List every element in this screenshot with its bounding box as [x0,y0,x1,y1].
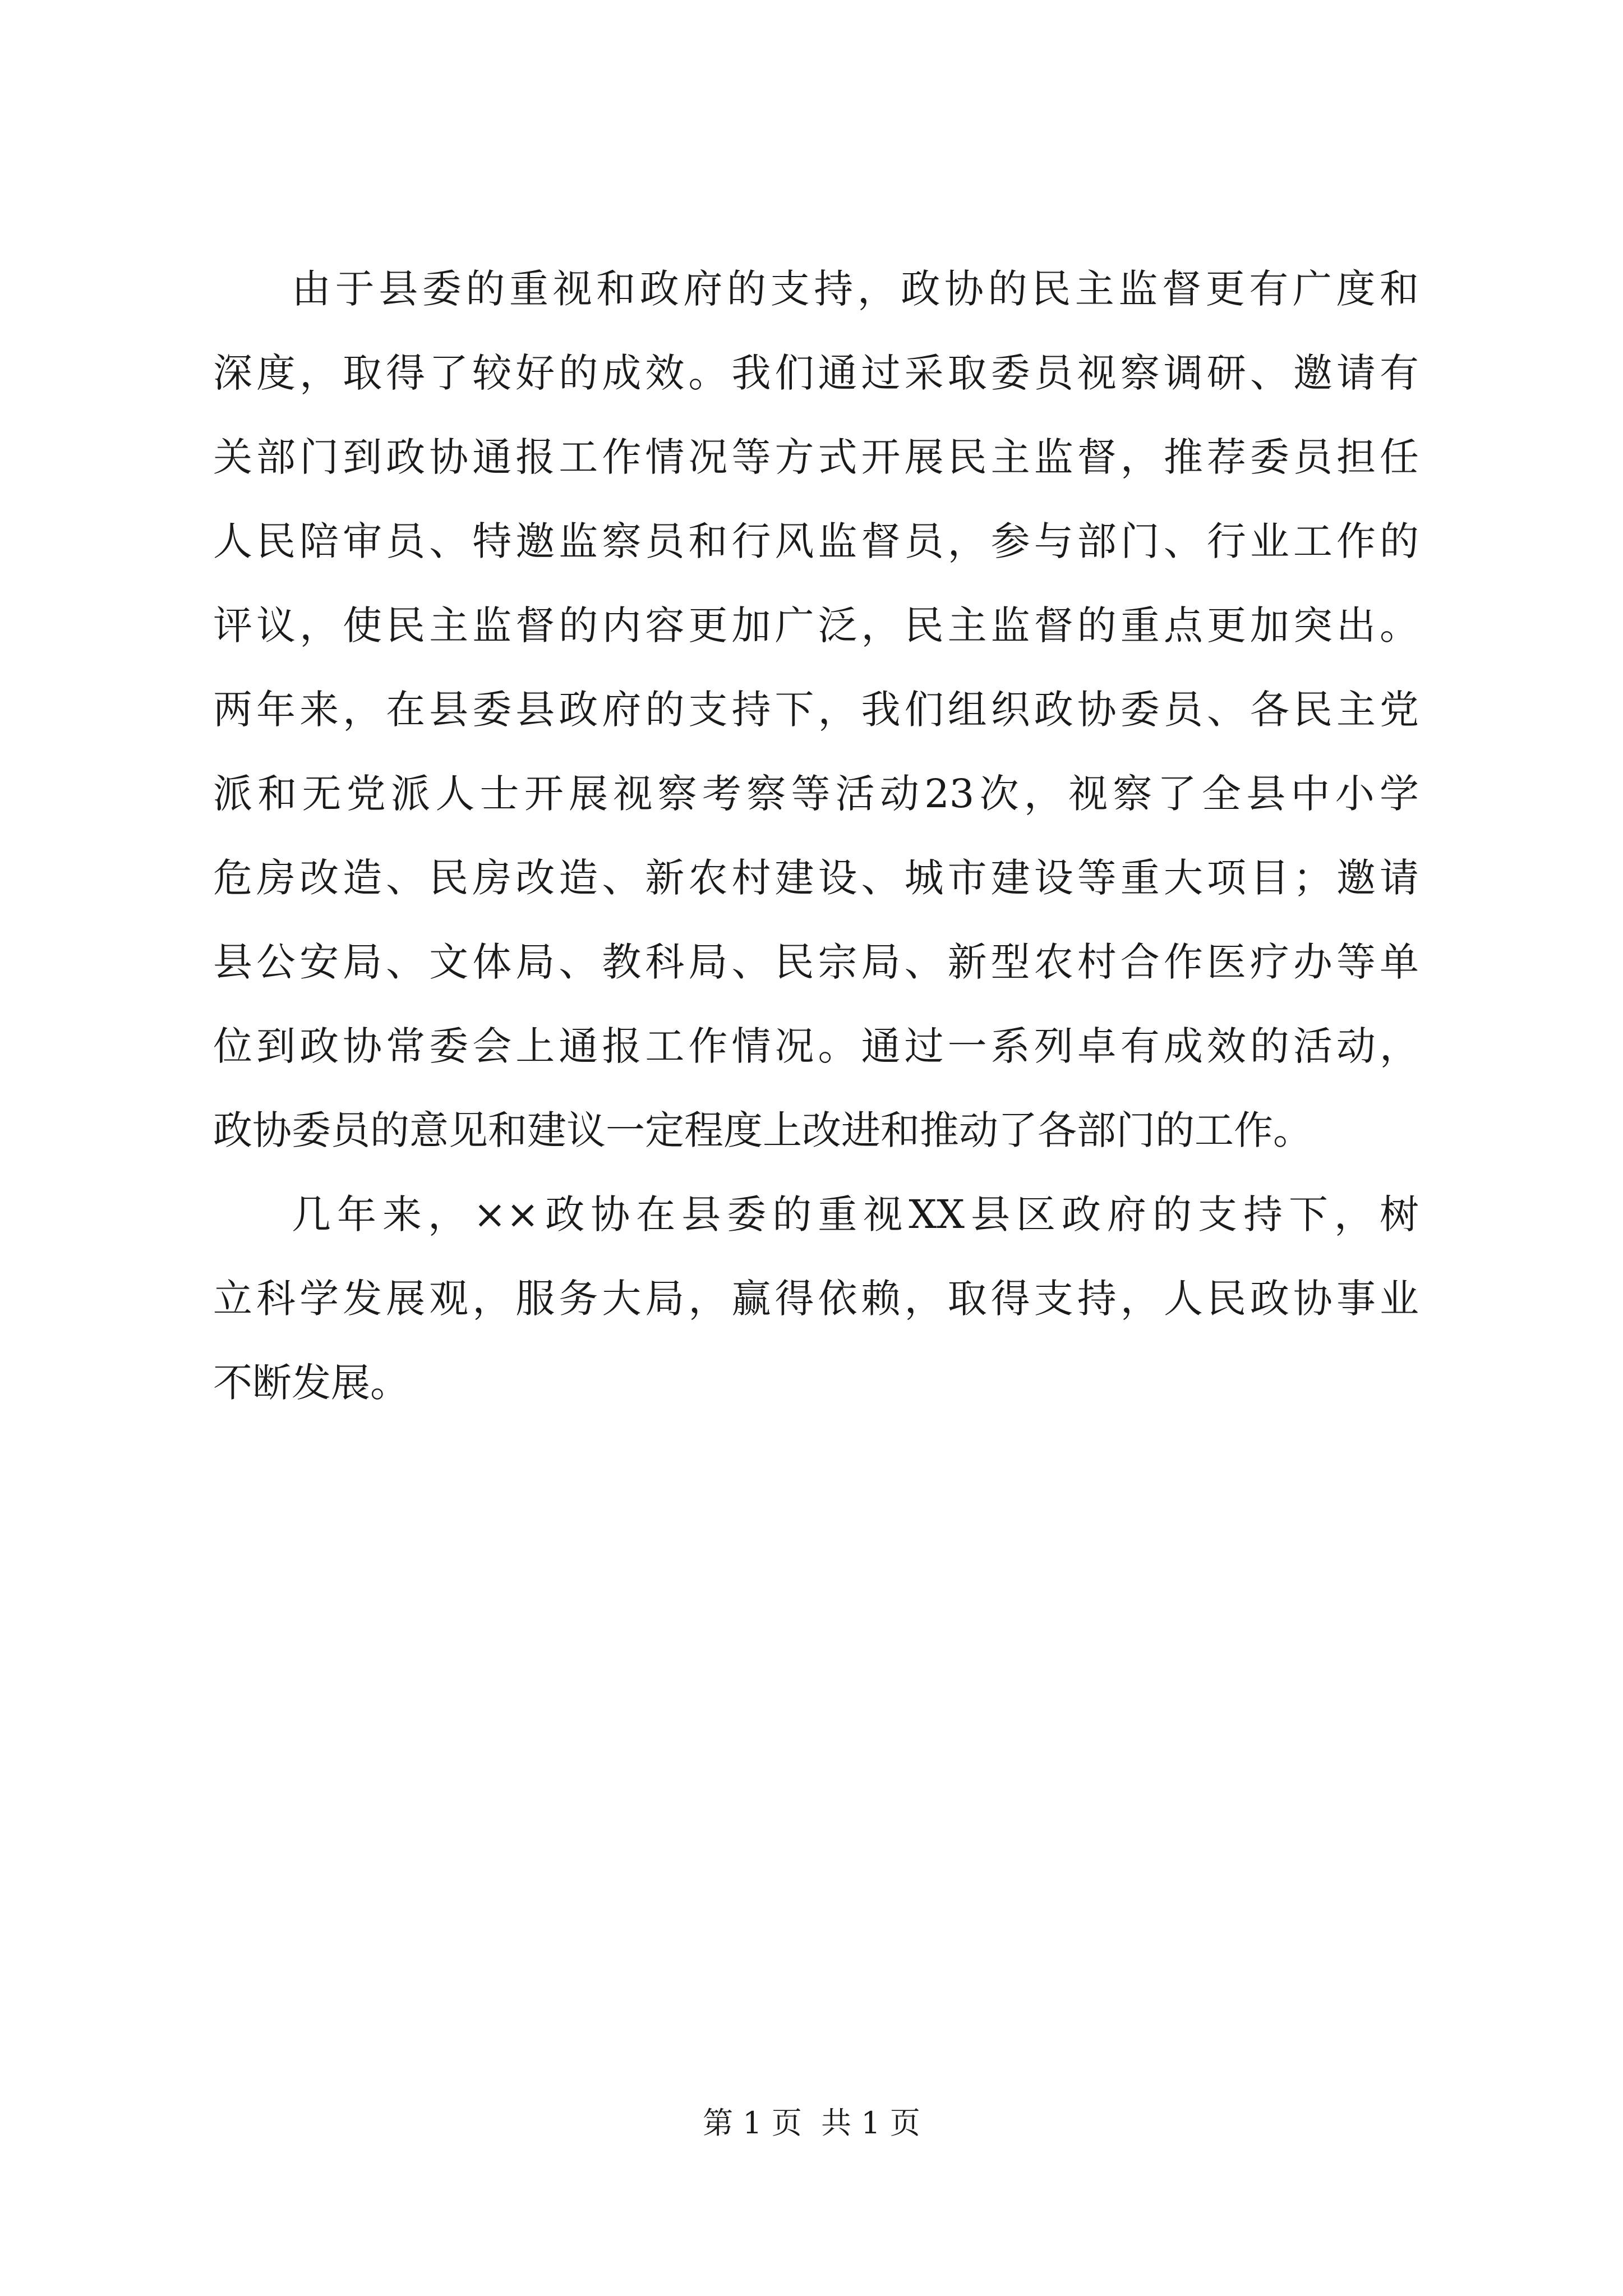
paragraph-1 [213,247,1419,1172]
page-footer: 第 1 页 共 1 页 [703,2105,920,2141]
text-line: 危房改造、民房改造、新农村建设、城市建设等重大项目；邀请 [213,855,1419,901]
text-line: 派和无党派人士开展视察考察等活动23次，视察了全县中小学 [213,771,1419,817]
text-line: 几年来，××政协在县委的重视XX县区政府的支持下，树 [292,1191,1419,1237]
text-line: 位到政协常委会上通报工作情况。通过一系列卓有成效的活动， [213,1023,1419,1069]
document-body [213,247,1419,1425]
text-line: 县公安局、文体局、教科局、民宗局、新型农村合作医疗办等单 [213,939,1419,985]
text-line: 深度，取得了较好的成效。我们通过采取委员视察调研、邀请有 [213,350,1419,396]
text-line: 人民陪审员、特邀监察员和行风监督员，参与部门、行业工作的 [213,518,1419,564]
text-line: 评议，使民主监督的内容更加广泛，民主监督的重点更加突出。 [213,602,1419,648]
paragraph-2 [213,1172,1419,1425]
text-line: 两年来，在县委县政府的支持下，我们组织政协委员、各民主党 [213,687,1419,733]
text-line: 由于县委的重视和政府的支持，政协的民主监督更有广度和 [292,266,1419,312]
text-line: 政协委员的意见和建议一定程度上改进和推动了各部门的工作。 [213,1107,1312,1153]
text-line: 立科学发展观，服务大局，赢得依赖，取得支持，人民政协事业 [213,1276,1419,1322]
text-line: 关部门到政协通报工作情况等方式开展民主监督，推荐委员担任 [213,434,1419,480]
text-line: 不断发展。 [213,1360,409,1406]
